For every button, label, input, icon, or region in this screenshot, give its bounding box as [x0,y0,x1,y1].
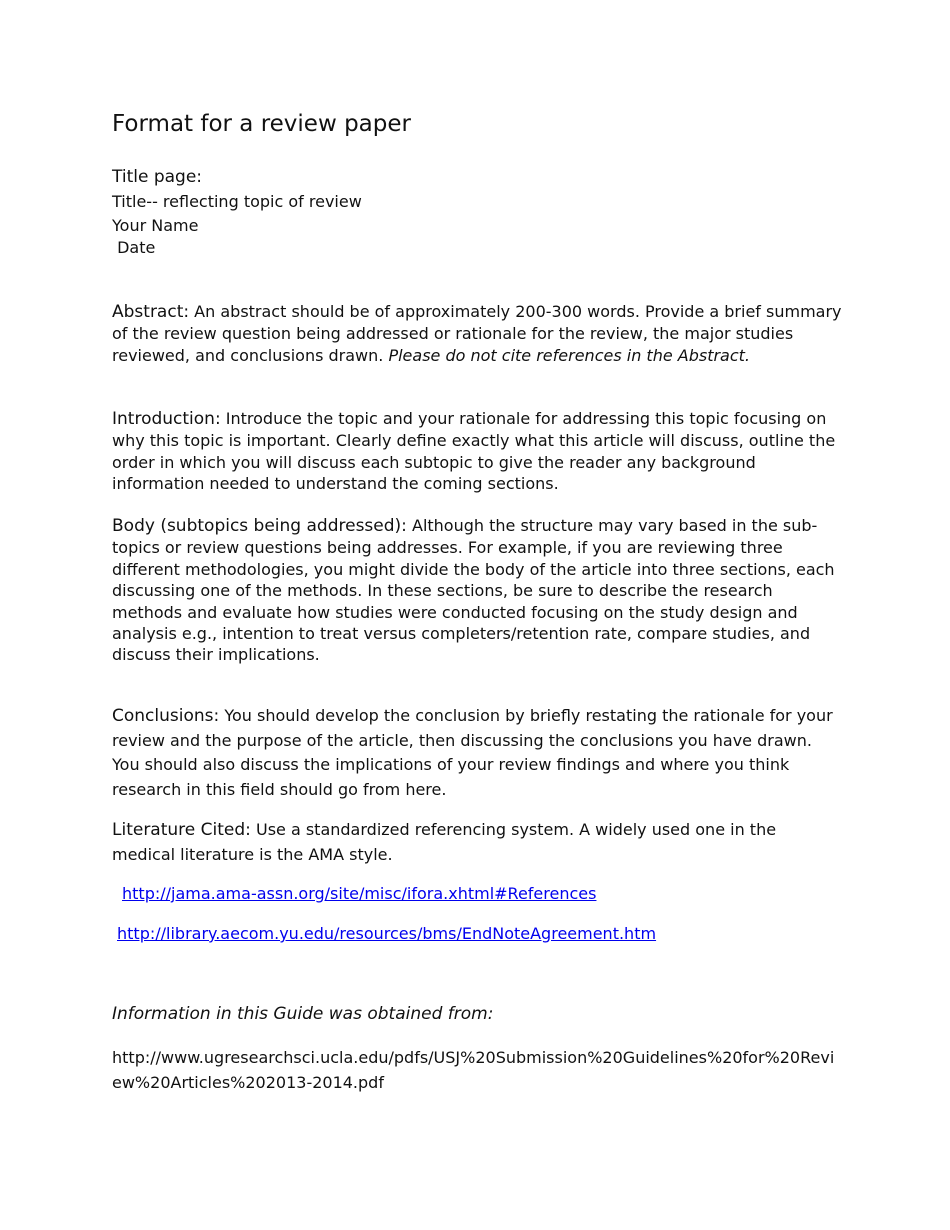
endnote-agreement-link[interactable]: http://library.aecom.yu.edu/resources/bms/EndNoteAgreement.htm [117,924,657,943]
conclusions-paragraph [112,704,842,802]
introduction-body: Introduce the topic and your rationale for addressing this topic focusing on why this topic is important. Clearly define exactly what this article will discuss, outline the order in which you will discuss each subtopic to give the reader any background information needed to understand the coming sections. [112,409,836,494]
jama-reference-link[interactable]: http://jama.ama-assn.org/site/misc/ifora.xhtml#References [122,884,597,903]
abstract-emphasis: Please do not cite references in the Abstract. [388,345,751,365]
title-page-heading: Title page: [112,167,203,187]
conclusions-body: You should develop the conclusion by briefly restating the rationale for your review and the purpose of the article, then discussing the conclusions you have drawn. You should also discuss the implications of your review findings and where you think research in this field should go from here. [112,706,833,799]
abstract-heading: Abstract: [112,302,190,322]
title-page-line-name: Your Name [112,216,199,235]
source-note: Information in this Guide was obtained from: [112,1004,494,1024]
conclusions-heading: Conclusions: [112,706,220,726]
literature-cited-heading: Literature Cited: [112,820,251,840]
introduction-paragraph [112,408,842,495]
introduction-heading: Introduction: [112,409,221,429]
literature-cited-body: Use a standardized referencing system. A widely used one in the medical literature is the AMA style. [112,820,777,864]
literature-cited-paragraph [112,818,842,867]
title-page-line-title: Title-- reflecting topic of review [112,192,362,211]
title-page-line-date: Date [112,238,156,257]
source-url: http://www.ugresearchsci.ucla.edu/pdfs/USJ%20Submission%20Guidelines%20for%20Review%20Articles%202013-2014.pdf [112,1048,835,1092]
abstract-paragraph [112,301,842,366]
abstract-body: An abstract should be of approximately 200-300 words. Provide a brief summary of the review question being addressed or rationale for the review, the major studies reviewed, and conclusions drawn. [112,302,842,365]
body-section-paragraph [112,515,842,666]
body-section-heading: Body (subtopics being addressed): [112,516,407,536]
body-section-body: Although the structure may vary based in the sub-topics or review questions being addresses. For example, if you are reviewing three different methodologies, you might divide the body of the article into three sections, each discussing one of the methods. In these sections, be sure to describe the research methods and evaluate how studies were conducted focusing on the study design and analysis e.g., intention to treat versus completers/retention rate, compare studies, and discuss their implications. [112,516,835,665]
document-title: Format for a review paper [112,111,411,137]
